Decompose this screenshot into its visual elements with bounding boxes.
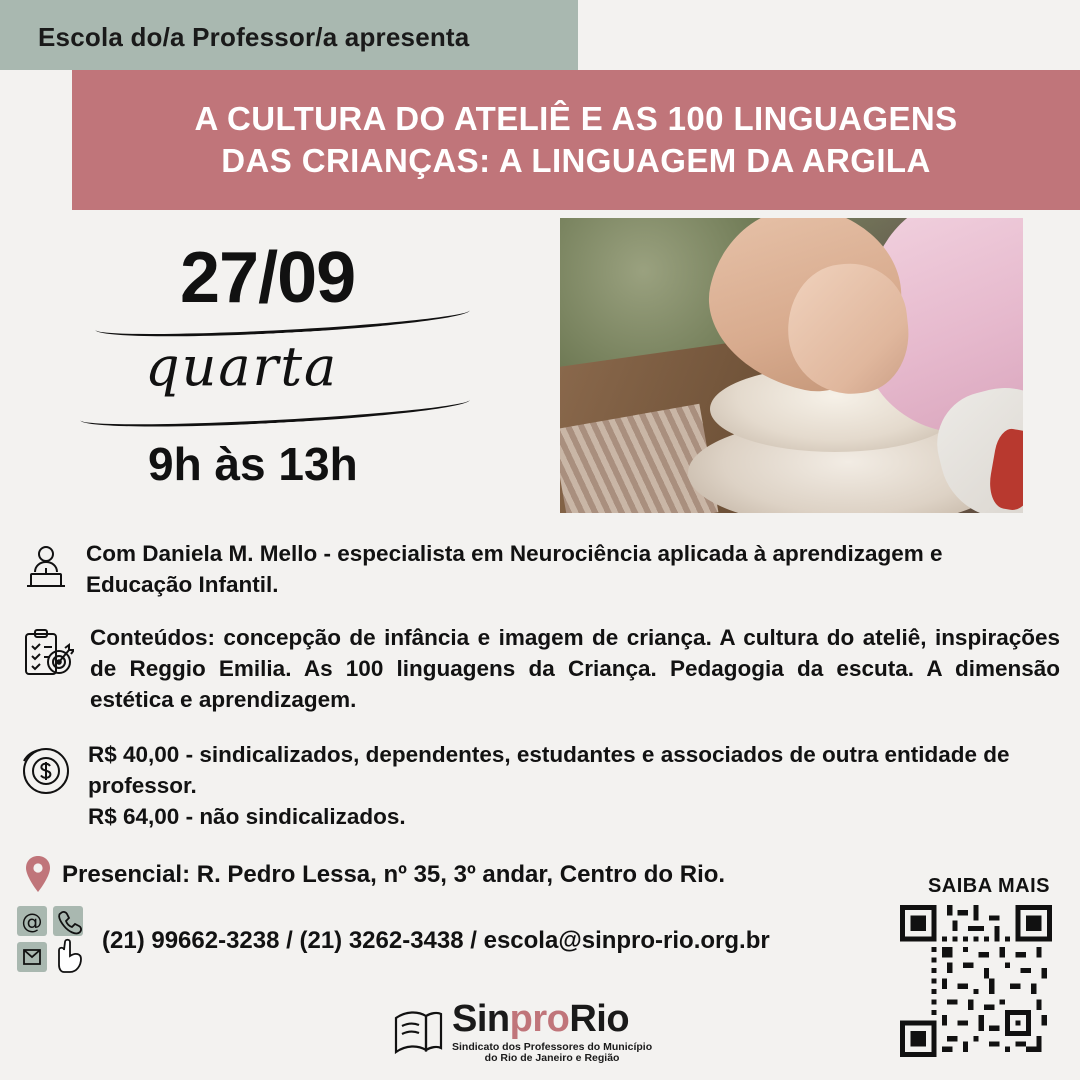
price-text bbox=[78, 739, 1040, 832]
page-title-line-1: A CULTURA DO ATELIÊ E AS 100 LINGUAGENS bbox=[194, 99, 958, 137]
price-line-1: R$ 40,00 - sindicalizados, dependentes, estudantes e associados de outra entidade de professor. bbox=[88, 742, 1010, 799]
event-date: 27/09 bbox=[180, 238, 356, 318]
presenter-label: Escola do/a Professor/a apresenta bbox=[38, 22, 470, 52]
date-block bbox=[0, 215, 540, 510]
book-icon bbox=[390, 1006, 446, 1058]
detail-row-price bbox=[0, 715, 1080, 832]
content-text: Conteúdos: concepção de infância e imagem de criança. A cultura do ateliê, inspirações de Reggio Emilia. As 100 linguagens da Criança. Pedagogia da escuta. A dimensão estética e aprendizagem. bbox=[90, 625, 1060, 713]
page-title-line-2: DAS CRIANÇAS: A LINGUAGEM DA ARGILA bbox=[221, 142, 931, 179]
logo-name: SinproRio bbox=[452, 998, 630, 1040]
svg-text:@: @ bbox=[21, 910, 43, 935]
presenter-icon bbox=[14, 538, 78, 596]
logo-subtitle-line-1: Sindicato dos Professores do Município bbox=[452, 1041, 653, 1053]
speaker-text: Com Daniela M. Mello - especialista em Neurociência aplicada à aprendizagem e Educação Infantil. bbox=[86, 541, 943, 598]
logo-subtitle-line-2: do Rio de Janeiro e Região bbox=[484, 1051, 620, 1064]
title-band bbox=[72, 70, 1080, 210]
contact-text: (21) 99662-3238 / (21) 3262-3438 / escola@sinpro-rio.org.br bbox=[102, 926, 770, 954]
qr-label: SAIBA MAIS bbox=[927, 875, 1050, 897]
qr-code[interactable] bbox=[900, 905, 1052, 1057]
event-weekday: quarta bbox=[145, 335, 339, 398]
logo-wordmark bbox=[452, 1000, 652, 1063]
detail-row-content bbox=[0, 600, 1080, 715]
event-time: 9h às 13h bbox=[148, 438, 358, 490]
money-coin-icon bbox=[14, 739, 78, 799]
sinpro-rio-logo bbox=[390, 1000, 652, 1063]
detail-row-place bbox=[0, 832, 1080, 894]
clipboard-target-icon bbox=[14, 622, 78, 682]
pottery-photo bbox=[560, 218, 1023, 513]
place-text: Presencial: R. Pedro Lessa, nº 35, 3º andar, Centro do Rio. bbox=[62, 860, 726, 888]
detail-row-speaker bbox=[0, 522, 1080, 600]
price-line-2: R$ 64,00 - não sindicalizados. bbox=[88, 804, 406, 830]
contact-icons-group bbox=[14, 904, 102, 976]
location-pin-icon bbox=[14, 854, 62, 894]
